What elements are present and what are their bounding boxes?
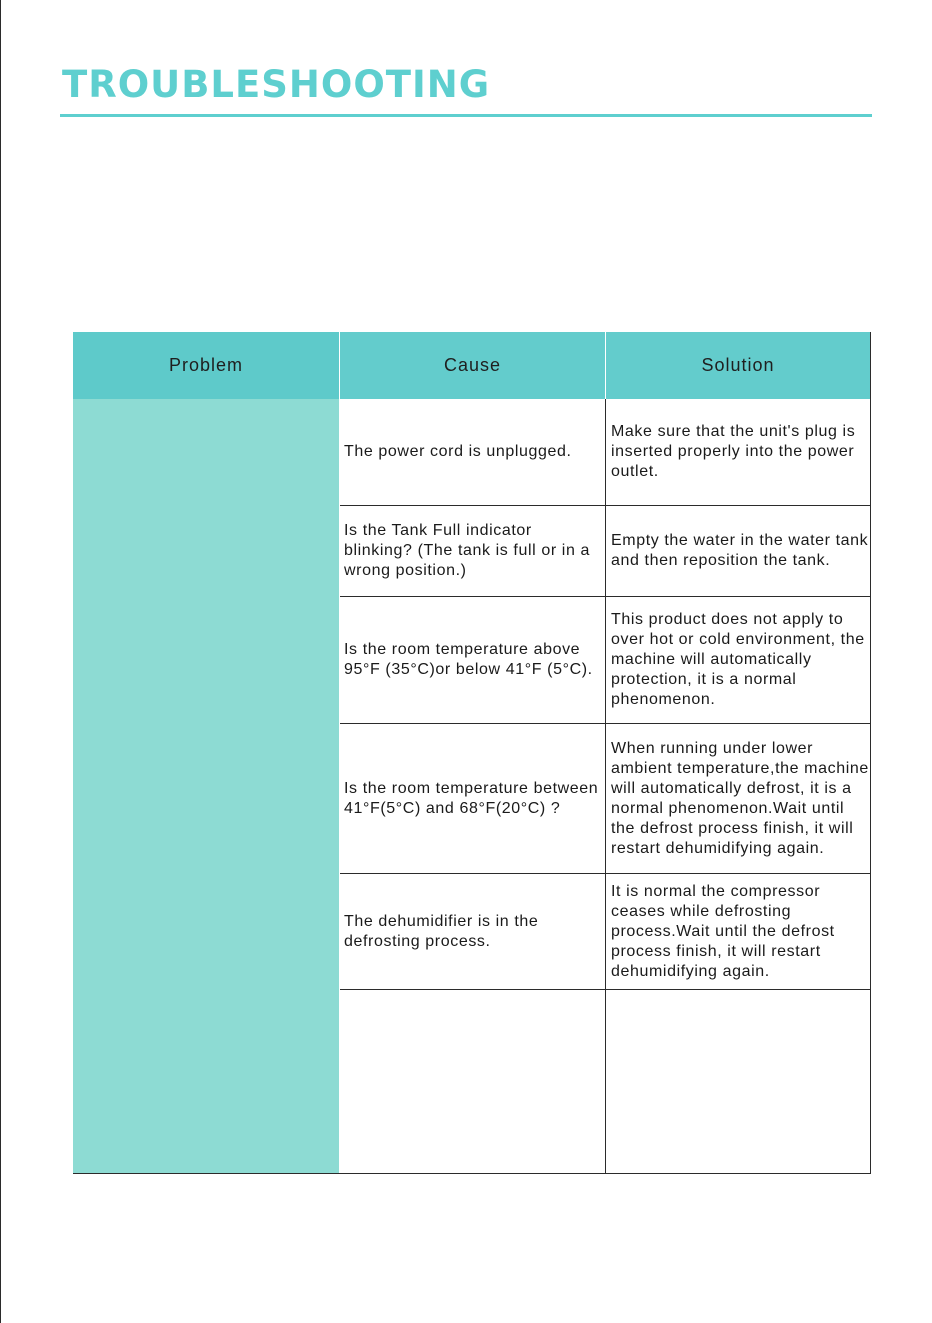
page-title: TROUBLESHOOTING (62, 63, 491, 106)
cause-text: The dehumidifier is in the defrosting process. (344, 912, 539, 950)
column-divider (605, 399, 606, 1174)
solution-cell (606, 724, 871, 873)
solution-cell (606, 506, 871, 596)
solution-cell (606, 597, 871, 723)
cause-text: Is the room temperature above 95°F (35°C)or below 41°F (5°C). (344, 641, 593, 678)
cause-cell (340, 506, 605, 596)
table-border-right (870, 332, 871, 1174)
header-solution: Solution (606, 332, 870, 399)
column-divider (339, 332, 340, 1174)
title-underline (60, 114, 872, 117)
solution-text: Make sure that the unit's plug is inserted properly into the power outlet. (611, 423, 856, 480)
solution-text: It is normal the compressor ceases while defrosting process.Wait until the defrost process finish, it will restart dehumidifying again. (611, 882, 835, 980)
solution-cell (606, 874, 871, 989)
solution-cell (606, 399, 871, 505)
cause-cell (340, 874, 605, 989)
solution-cell (606, 990, 871, 1173)
table-border-bottom (73, 1173, 871, 1174)
cause-cell (340, 990, 605, 1173)
cause-cell (340, 399, 605, 505)
problem-column (73, 332, 339, 1174)
header-problem: Problem (73, 332, 339, 399)
solution-text: When running under lower ambient temperature,the machine will automatically defrost, it is a normal phenomenon.Wait until the defrost process finish, it will restart dehumidifying again. (611, 739, 869, 857)
column-divider (605, 332, 606, 399)
cause-cell (340, 597, 605, 723)
cause-cell (340, 724, 605, 873)
cause-text: Is the Tank Full indicator blinking? (The tank is full or in a wrong position.) (344, 522, 590, 579)
page-edge (0, 0, 1, 1323)
solution-text: Empty the water in the water tank and then reposition the tank. (611, 532, 869, 569)
header-cause: Cause (340, 332, 605, 399)
cause-text: The power cord is unplugged. (344, 443, 572, 460)
cause-text: Is the room temperature between 41°F(5°C) and 68°F(20°C) ? (344, 779, 599, 817)
troubleshooting-table (73, 332, 871, 1174)
solution-text: This product does not apply to over hot or cold environment, the machine will automatically protection, it is a normal phenomenon. (611, 611, 865, 708)
